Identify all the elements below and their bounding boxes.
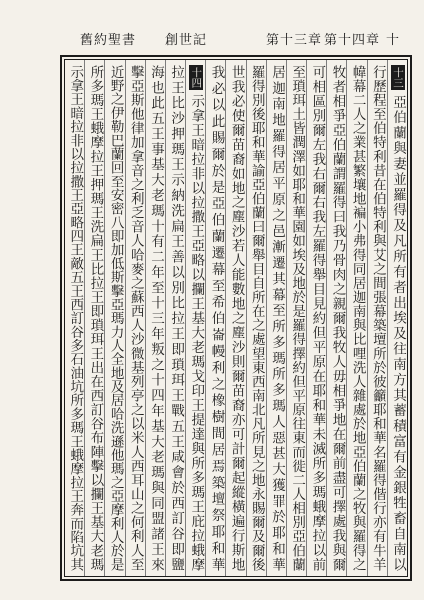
- column-text: 我必以此賜爾於是亞伯蘭遷幕至希伯崙幔利之橡樹間居焉築壇祭耶和華: [208, 65, 225, 571]
- text-column: [65, 60, 84, 576]
- text-column: [266, 60, 286, 576]
- text-column: [125, 60, 145, 576]
- column-text: 居迦南地羅得居平原之邑漸遷其幕至所多瑪所多瑪人惡甚大獲罪於耶和華: [268, 65, 285, 571]
- column-text: 牧者相爭亞伯蘭謂羅得曰我乃骨肉之親爾我牧人毋相爭地在爾前盡可擇處我與爾: [329, 65, 346, 571]
- column-text: 示拿王暗拉非以拉撒王亞略以攔王基大老瑪戈印王提達與所多瑪王庇拉蛾摩: [188, 93, 205, 571]
- text-column: [205, 60, 225, 576]
- chapter-heading-second: 第十四章: [324, 33, 381, 48]
- column-text: 幃幕二人之業甚繁壤地褊小弗得同居迦南與比哩洗人雜處於地亞伯蘭之牧與羅得之: [349, 65, 366, 571]
- column-text: 可相區別爾左我右爾右我左羅得舉目見約但平原在耶和華未滅所多瑪蛾摩拉以前: [309, 65, 326, 571]
- page-number: 十: [386, 33, 401, 48]
- column-text: 所多瑪王蛾摩拉王押瑪王洗扁王比拉王即瑣珥王出在西訂谷布陣擊以攔王基大老瑪: [87, 65, 104, 571]
- text-column: [286, 60, 306, 576]
- text-columns: [64, 59, 408, 577]
- column-text: 拉王比沙押瑪王示納洗扁王善以別比拉王即瑣珥王戰五王咸會於西訂谷即鹽: [168, 65, 185, 571]
- text-column: [346, 60, 366, 576]
- text-column: [165, 60, 185, 576]
- column-text: 擊亞斯他律加拿音之利乏音人哈麥之蘇西人沙微基列亭之以米人西耳山之何利人至: [127, 65, 144, 571]
- book-title: 舊約聖書: [80, 33, 137, 48]
- chapter-marker: 十四: [190, 67, 203, 88]
- chapter-marker: 十三: [392, 67, 404, 88]
- column-text: 行歷程至伯特利昔在伯特利與艾之間張幕築壇所於彼籲耶和華名羅得偕行亦有牛羊: [369, 65, 386, 571]
- text-column: [326, 60, 346, 576]
- text-frame: [60, 55, 412, 581]
- text-column: [104, 60, 124, 576]
- chapter-heading-first: 第十三章: [266, 33, 323, 48]
- text-column: [246, 60, 266, 576]
- text-column: [84, 60, 104, 576]
- column-text: 亞伯蘭與妻並羅得及凡所有者出埃及往南方其蓄積富有金銀牲畜自南以: [390, 93, 406, 571]
- book-name: 創世記: [165, 33, 208, 48]
- column-text: 羅得別後耶和華諭亞伯蘭曰爾舉目自所在之處望東西南北凡所見之地永賜爾及爾後: [248, 65, 265, 571]
- column-text: 近野之伊勒巴蘭回至安密八即加低斯擊亞瑪力人全地及居哈洗遜他瑪之亞摩利人於是: [107, 65, 124, 571]
- column-text: 海也此五王事基大老瑪十有二年至十三年叛之十四年基大老瑪與同盟諸王來: [147, 65, 164, 571]
- text-column: [225, 60, 245, 576]
- column-text: 至瑣珥土皆潤澤如耶和華園如埃及地於是羅得擇約但平原往東而徙二人相別亞伯蘭: [289, 65, 306, 571]
- text-column: [367, 60, 387, 576]
- text-column: [185, 60, 205, 576]
- column-text: 世我必使爾苗裔如地之塵沙若人能數地之塵沙則爾苗裔亦可計爾起縱橫遍行斯地: [228, 65, 245, 571]
- column-text: 示拿王暗拉非以拉撒王亞略四王敵五王西訂谷多石油坑所多瑪王蛾摩拉王奔而陷坑其: [67, 65, 84, 571]
- text-column: [306, 60, 326, 576]
- text-column: [145, 60, 165, 576]
- text-column: [387, 60, 407, 576]
